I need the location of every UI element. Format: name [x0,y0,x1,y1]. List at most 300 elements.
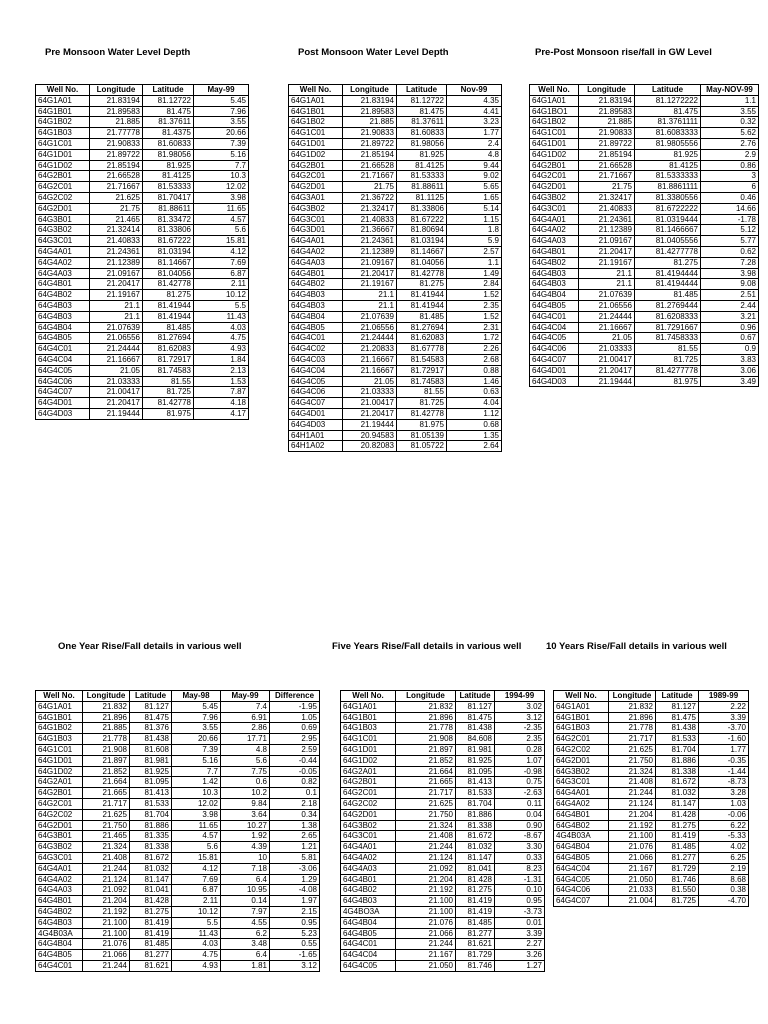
table-row [341,831,545,842]
table-row [289,225,502,236]
well-id-cell: 64G4A01 [36,246,90,257]
table-row [36,723,320,734]
table-cell: 2.84 [447,279,502,290]
well-id-cell: 64G4B01 [36,279,90,290]
table-cell: 21.625 [396,798,456,809]
table-cell: 3.39 [699,712,749,723]
table-cell: -2.63 [495,788,545,799]
table-cell: 3.48 [221,939,270,950]
table-cell: 21.66528 [579,160,635,171]
table-row [289,128,502,139]
well-id-cell: 64G4B05 [289,322,343,333]
table-cell: 81.550 [656,885,699,896]
well-id-cell: 64G4B04 [36,939,83,950]
table-cell: 21.03333 [90,376,143,387]
column-header: Longitude [343,85,397,96]
table-cell: 10.95 [221,885,270,896]
well-id-cell: 64G3C01 [36,236,90,247]
table-cell: 81.67778 [397,344,447,355]
table-row [36,290,249,301]
table-row [36,117,249,128]
table-cell: 81.9805556 [635,138,701,149]
well-id-cell: 64G4D03 [289,419,343,430]
table-cell: 21.896 [83,712,130,723]
table-cell: 4.18 [194,398,249,409]
table-row [530,311,759,322]
well-id-cell: 64G4A01 [554,788,609,799]
table-cell: 21.89722 [343,138,397,149]
well-id-cell: 64G1A01 [530,95,579,106]
well-id-cell: 64G4B01 [36,896,83,907]
table-cell: 21.717 [83,798,130,809]
table-cell: 21.033 [609,885,656,896]
table-row [289,95,502,106]
table-row [36,192,249,203]
table-cell: 1.53 [194,376,249,387]
table-row [36,149,249,160]
table-row [36,701,320,712]
table-cell: 81.975 [143,408,194,419]
well-id-cell: 64G4C05 [341,960,396,971]
table-cell: 21.07639 [90,322,143,333]
column-header: Latitude [635,85,701,96]
table-row [341,712,545,723]
table-row [289,311,502,322]
table-cell: 3.06 [701,365,759,376]
table-row [530,182,759,193]
table-cell: 81.672 [456,831,495,842]
table-cell: 21.778 [83,734,130,745]
table-cell: 81.4194444 [635,268,701,279]
table-cell: 21.20417 [579,365,635,376]
table-cell: 21.896 [609,712,656,723]
table-cell: 1.97 [270,896,320,907]
well-id-cell: 64G4C01 [341,939,396,950]
table-cell: 0.9 [701,344,759,355]
table-cell: 3.21 [701,311,759,322]
well-id-cell: 64G4C07 [36,387,90,398]
table-cell: 81.485 [143,322,194,333]
table-cell: 21.625 [83,809,130,820]
well-id-cell: 64G1B03 [36,128,90,139]
table-cell: 8.68 [699,874,749,885]
table-cell: 2.11 [172,896,221,907]
table-cell: 6.91 [221,712,270,723]
table-cell: 21.1 [90,300,143,311]
table-cell: 5.23 [270,928,320,939]
table-cell: 81.275 [130,906,172,917]
table-cell: 21.12389 [343,246,397,257]
table-header-row [530,85,759,96]
table-cell: 4.93 [172,960,221,971]
table-row [36,842,320,853]
well-id-cell: 64G4B03 [289,300,343,311]
table-cell: 4.55 [221,917,270,928]
one-year-table [35,690,320,972]
table-cell: -1.31 [495,874,545,885]
table-cell: 81.147 [456,852,495,863]
table-cell: 20.94583 [343,430,397,441]
table-row [554,766,749,777]
table-header-row [341,691,545,702]
table-cell: 1.72 [447,333,502,344]
table-cell: 21.408 [83,852,130,863]
table-row [554,788,749,799]
table-cell: 81.704 [130,809,172,820]
table-row [36,311,249,322]
well-id-cell: 64G3C01 [530,203,579,214]
table-cell: 21.908 [83,744,130,755]
table-row [289,419,502,430]
column-header: Longitude [396,691,456,702]
table-cell: 81.7291667 [635,322,701,333]
well-id-cell: 64G4D03 [36,408,90,419]
table-cell: 21.004 [609,896,656,907]
table-cell: 81.33806 [143,225,194,236]
table-cell: 21.07639 [343,311,397,322]
well-id-cell: 64G4A02 [530,225,579,236]
table-cell: 81.53333 [143,182,194,193]
table-row [554,744,749,755]
well-id-cell: 64G2D01 [554,755,609,766]
table-cell: 81.54583 [397,354,447,365]
table-cell: 81.981 [130,755,172,766]
table-cell: 21.244 [609,788,656,799]
well-id-cell: 64G3C01 [341,831,396,842]
table-row [36,896,320,907]
table-row [36,365,249,376]
table-cell: 1.92 [221,831,270,842]
table-cell: 21.89583 [343,106,397,117]
table-cell: 81.60833 [397,128,447,139]
table-cell: 3.30 [495,842,545,853]
table-cell: 1.8 [447,225,502,236]
table-row [36,128,249,139]
table-cell: 21.192 [83,906,130,917]
table-cell: 10.27 [221,820,270,831]
table-cell: 21.83194 [343,95,397,106]
table-cell: 21.244 [396,939,456,950]
ten-years-table [553,690,749,907]
well-id-cell: 64G4A03 [530,236,579,247]
table-row [36,279,249,290]
table-cell: 3.02 [495,701,545,712]
table-cell: 84.608 [456,734,495,745]
table-cell: 81.37611 [397,117,447,128]
column-header: Longitude [609,691,656,702]
table-cell: 4.03 [172,939,221,950]
table-cell: 81.095 [456,766,495,777]
table-cell: 0.38 [699,885,749,896]
well-id-cell: 64G2C02 [36,809,83,820]
table-cell: 4.41 [447,106,502,117]
table-cell: 81.419 [656,831,699,842]
table-cell: 21.908 [396,734,456,745]
table-cell: 21.076 [83,939,130,950]
well-id-cell: 64G4B05 [36,333,90,344]
table-row [554,701,749,712]
table-cell: 1.46 [447,376,502,387]
table-cell: 81.4277778 [635,246,701,257]
table-cell: 81.8861111 [635,182,701,193]
table-row [554,896,749,907]
table-row [530,95,759,106]
well-id-cell: 64G1C01 [341,734,396,745]
table-cell: 21.07639 [579,290,635,301]
well-id-cell: 64G1B01 [341,712,396,723]
table-row [289,322,502,333]
pre-monsoon-title: Pre Monsoon Water Level Depth [45,47,191,58]
table-cell: 9.84 [221,798,270,809]
table-cell: 0.63 [447,387,502,398]
table-cell: 21.19444 [343,419,397,430]
well-id-cell: 64G4C01 [36,960,83,971]
table-row [289,408,502,419]
table-cell: -4.70 [699,896,749,907]
table-cell: 81.886 [130,820,172,831]
table-cell: 81.428 [130,896,172,907]
table-cell: 5.62 [701,128,759,139]
table-cell: 0.01 [495,917,545,928]
table-cell: 81.925 [143,160,194,171]
table-cell: 0.1 [270,788,320,799]
well-id-cell: 64G2B01 [530,160,579,171]
table-cell: 2.11 [194,279,249,290]
table-cell: 81.33806 [397,203,447,214]
table-cell: 21.71667 [343,171,397,182]
table-cell: 81.0319444 [635,214,701,225]
table-cell: 21.778 [609,723,656,734]
table-cell: 21.665 [83,788,130,799]
table-row [289,182,502,193]
table-cell: 81.127 [456,701,495,712]
table-cell: -1.78 [701,214,759,225]
well-id-cell: 64G4A02 [36,257,90,268]
table-cell: 81.275 [397,279,447,290]
table-cell: 21.19444 [90,408,143,419]
table-cell: 6.4 [221,950,270,961]
table-cell: 21.625 [90,192,143,203]
table-row [341,950,545,961]
table-row [36,376,249,387]
well-id-cell: 64G2C01 [36,798,83,809]
table-cell: 81.419 [130,928,172,939]
well-id-cell: 64G1D01 [530,138,579,149]
table-cell: 81.41944 [143,300,194,311]
table-cell: 81.70417 [143,192,194,203]
table-cell: 0.32 [701,117,759,128]
column-header: Well No. [341,691,396,702]
table-cell: 81.74583 [397,376,447,387]
table-cell: 21.12389 [579,225,635,236]
table-row [530,322,759,333]
table-cell: 21.066 [83,950,130,961]
well-id-cell: 64G2C01 [36,182,90,193]
table-cell: 21.09167 [343,257,397,268]
well-id-cell: 64G4A03 [36,885,83,896]
well-id-cell: 64G4D01 [289,408,343,419]
table-cell: 81.428 [656,809,699,820]
table-cell: 1.38 [270,820,320,831]
table-cell: 81.725 [635,354,701,365]
table-cell: 21.75 [343,182,397,193]
table-cell: 5.5 [194,300,249,311]
table-cell: 1.21 [270,842,320,853]
table-cell: 1.65 [447,192,502,203]
table-row [36,322,249,333]
table-header-row [36,691,320,702]
table-cell: 21.124 [609,798,656,809]
well-id-cell: 64G4B04 [554,842,609,853]
table-row [289,171,502,182]
table-cell: 81.6722222 [635,203,701,214]
table-cell: 81.127 [656,701,699,712]
table-cell: 2.44 [701,300,759,311]
well-id-cell: 64G4C07 [554,896,609,907]
well-id-cell: 64G1D02 [36,160,90,171]
table-cell: 5.9 [447,236,502,247]
table-cell: 3.12 [495,712,545,723]
table-cell: 21.1 [343,300,397,311]
table-row [530,290,759,301]
well-id-cell: 64G2C01 [554,734,609,745]
table-row [36,300,249,311]
table-cell: 14.66 [701,203,759,214]
table-cell: 21.20417 [343,408,397,419]
table-cell: 2.31 [447,322,502,333]
well-id-cell: 64G3B02 [36,225,90,236]
table-cell: 11.65 [194,203,249,214]
table-cell: 81.277 [456,928,495,939]
well-id-cell: 4G4B03A [554,831,609,842]
table-cell: 21.100 [83,917,130,928]
well-id-cell: 64G2C01 [289,171,343,182]
table-row [341,896,545,907]
table-cell: 21.324 [83,842,130,853]
table-cell: 21.83194 [579,95,635,106]
well-id-cell: 64G1C01 [289,128,343,139]
well-id-cell: 64G1B02 [530,117,579,128]
table-cell: 21.24444 [90,344,143,355]
table-cell: 6.87 [172,885,221,896]
well-id-cell: 64G4A01 [341,842,396,853]
pre-monsoon-table [35,84,249,420]
table-row [36,257,249,268]
table-cell: 81.041 [456,863,495,874]
table-cell: 11.65 [172,820,221,831]
table-cell: 2.57 [447,246,502,257]
table-cell: 3.98 [701,268,759,279]
table-cell: 81.41944 [143,311,194,322]
table-cell: 1.15 [447,214,502,225]
well-id-cell: 64G1A01 [341,701,396,712]
table-cell: 21.832 [609,701,656,712]
table-row [289,333,502,344]
table-cell: 21.076 [609,842,656,853]
table-cell: 81.275 [143,290,194,301]
table-row [36,138,249,149]
table-cell: 21.20833 [343,344,397,355]
table-row [341,701,545,712]
table-cell: 81.41944 [397,300,447,311]
table-cell: 7.39 [172,744,221,755]
table-cell: 9.44 [447,160,502,171]
well-id-cell: 64G4B04 [341,917,396,928]
table-cell: 21.85194 [579,149,635,160]
table-row [36,950,320,961]
table-row [341,863,545,874]
table-row [289,236,502,247]
table-cell: 5.16 [172,755,221,766]
table-cell: 81.419 [456,906,495,917]
table-row [36,798,320,809]
table-cell: 81.27694 [397,322,447,333]
well-id-cell: 4G4B03A [36,928,83,939]
table-cell: -8.73 [699,777,749,788]
table-row [554,777,749,788]
well-id-cell: 64G1D02 [289,149,343,160]
table-cell: 8.23 [495,863,545,874]
table-cell: -3.06 [270,863,320,874]
table-cell: 21.885 [579,117,635,128]
well-id-cell: 64G2D01 [289,182,343,193]
table-cell: 81.37611 [143,117,194,128]
table-cell: 4.8 [447,149,502,160]
table-cell: 81.335 [130,831,172,842]
table-cell: 21.665 [396,777,456,788]
well-id-cell: 64G4C05 [36,365,90,376]
table-row [36,820,320,831]
one-year-title: One Year Rise/Fall details in various well [58,641,242,652]
table-row [36,755,320,766]
table-row [530,365,759,376]
table-cell: 2.13 [194,365,249,376]
table-cell: 81.4375 [143,128,194,139]
table-cell: 21.12389 [90,257,143,268]
table-cell: 20.66 [172,734,221,745]
table-cell: 21.66528 [343,160,397,171]
table-cell: 81.72917 [143,354,194,365]
table-cell: 1.84 [194,354,249,365]
table-cell: 7.96 [172,712,221,723]
table-cell: 81.725 [656,896,699,907]
table-cell: 3.64 [221,809,270,820]
ten-years-title: 10 Years Rise/Fall details in various well [546,641,727,652]
table-cell: 4.12 [172,863,221,874]
table-row [341,917,545,928]
table-cell: 4.02 [699,842,749,853]
table-cell: 7.69 [172,874,221,885]
table-cell: -3.70 [699,723,749,734]
table-cell: 81.05139 [397,430,447,441]
well-id-cell: 64G2C01 [530,171,579,182]
table-row [341,755,545,766]
well-id-cell: 64G4B01 [289,268,343,279]
table-cell: 21.06556 [343,322,397,333]
table-cell: 21.167 [396,950,456,961]
well-id-cell: 64G2D01 [341,809,396,820]
table-row [289,398,502,409]
well-id-cell: 64G4A02 [36,874,83,885]
table-cell: 21.90833 [579,128,635,139]
table-cell: 81.032 [656,788,699,799]
table-cell: 81.608 [130,744,172,755]
table-cell: 7.4 [221,701,270,712]
table-row [289,138,502,149]
table-cell: 3.98 [172,809,221,820]
well-id-cell: 64G4A02 [341,852,396,863]
table-cell: 5.6 [194,225,249,236]
